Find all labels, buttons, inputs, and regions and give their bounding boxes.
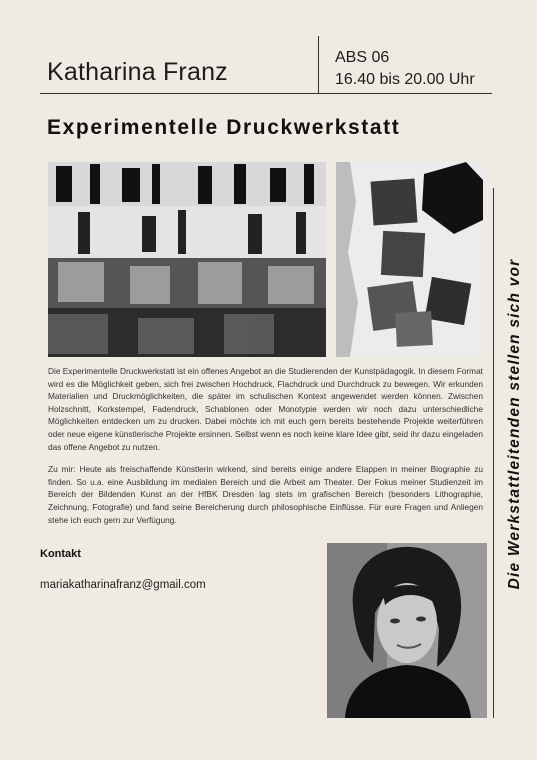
page-title: Experimentelle Druckwerkstatt — [47, 116, 401, 139]
side-divider — [493, 188, 494, 718]
course-code: ABS 06 — [335, 49, 390, 66]
header-divider — [40, 93, 492, 94]
print-artwork-image — [48, 162, 326, 357]
description-text — [48, 365, 483, 536]
contact-label: Kontakt — [40, 548, 81, 560]
portrait-image — [327, 543, 487, 718]
description-paragraph: Die Experimentelle Druckwerkstatt ist ein offenes Angebot an die Studierenden der Kunstpädagogik. In diesem Format wird es die Möglichkeit geben, sich frei zwischen Hochdruck, Flachdruck und Durchdruck zu bewegen. Wir erkunden Materialien und Druckmöglichkeiten, die später im schulischen Kontext angewendet werden können. Zwischen Holzschnitt, Korkstempel, Fadendruck, Schablonen oder Monotypie werden wir noch dazu unterschiedliche Möglichkeiten entdecken um zu drucken. Dabei möchte ich mit euch gern bereits bestehende Projekte weiterführen oder neue eigene künstlerische Projekte ersinnen. Selbst wenn es noch keine klare Idee gibt, seid ihr dazu eingeladen das offene Angebot zu nutzen. — [48, 366, 483, 452]
side-heading: Die Werkstattleitenden stellen sich vor — [506, 258, 523, 590]
contact-email[interactable]: mariakatharinafranz@gmail.com — [40, 579, 206, 591]
instructor-name: Katharina Franz — [47, 58, 228, 86]
header-divider-vertical — [318, 36, 319, 94]
course-time: 16.40 bis 20.00 Uhr — [335, 71, 475, 88]
bio-paragraph: Zu mir: Heute als freischaffende Künstlerin wirkend, sind bereits einige andere Etappen in meiner Biographie zu finden. So u.a. eine Ausbildung im medialen Bereich und die Arbeit am Theater. Der Fokus meiner Studienzeit im Bereich der Bildenden Kunst an der HfBK Dresden lag stets im grafischen Bereich (besonders Lithographie, Zeichnung, Fotografie) und fand seine Bereicherung durch philosophische Einflüsse. Für eure Fragen und Anliegen stehe ich euch gern zur Verfügung. — [48, 464, 483, 525]
stamps-image — [336, 162, 483, 357]
